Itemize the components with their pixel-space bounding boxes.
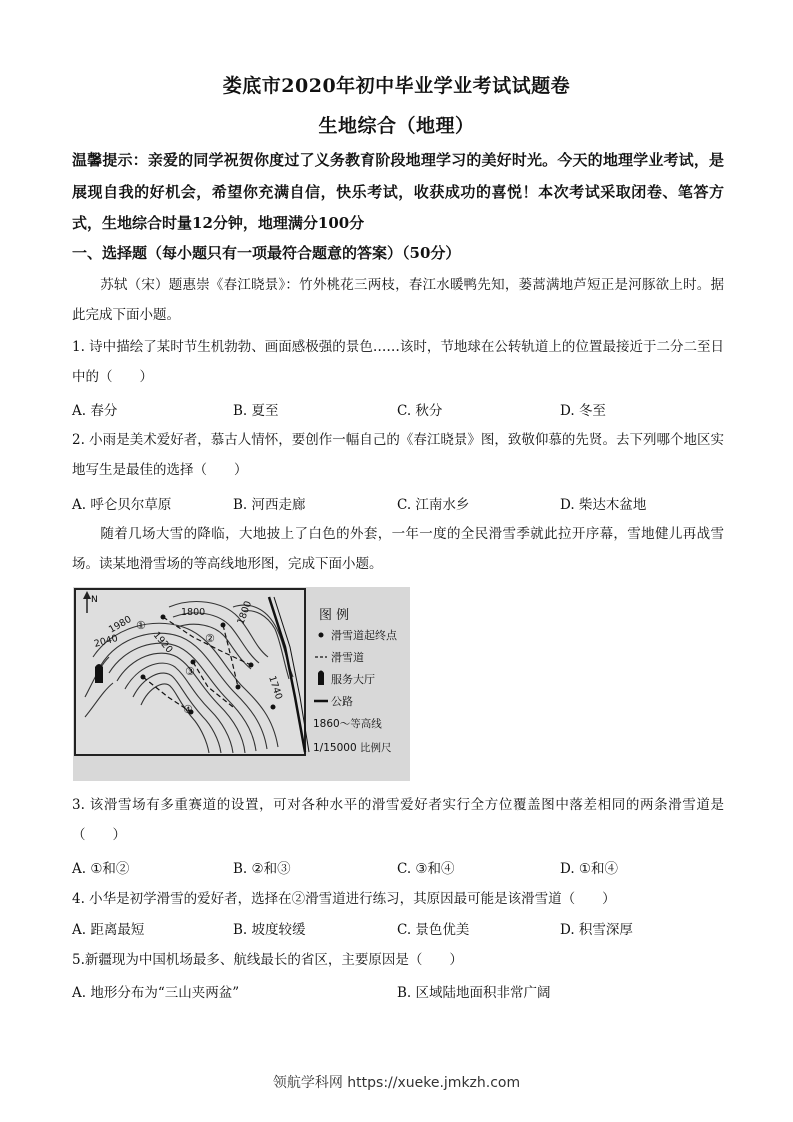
q4-option-c[interactable]: C. 景色优美 <box>397 922 470 938</box>
q2-option-a[interactable]: A. 呼仑贝尔草原 <box>72 497 172 513</box>
question-3-options <box>72 857 724 879</box>
question-5-options <box>72 981 724 1003</box>
question-4-stem: 4. 小华是初学滑雪的爱好者，选择在②滑雪道进行练习，其原因最可能是该滑雪道（ ） <box>72 891 616 907</box>
page-subtitle: 生地综合（地理） <box>318 115 475 137</box>
q5-option-a[interactable]: A. 地形分布为“三山夹两盆” <box>72 985 240 1001</box>
q3-option-d[interactable]: D. ①和④ <box>560 861 619 877</box>
marker-1: ① <box>136 619 146 632</box>
legend-title: 图 例 <box>319 608 350 623</box>
question-5-stem: 5.新疆现为中国机场最多、航线最长的省区，主要原因是（ ） <box>72 952 463 968</box>
marker-3: ③ <box>185 665 195 678</box>
legend-item-4: 公路 <box>331 695 353 708</box>
question-3-stem: 3. 该滑雪场有多重赛道的设置，可对各种水平的滑雪爱好者实行全方位覆盖图中落差相同的两条滑雪道是（ ） <box>72 797 724 843</box>
contour-label-1920: 1920 <box>150 629 175 656</box>
contour-label-1980: 1980 <box>107 613 134 636</box>
q4-option-a[interactable]: A. 距离最短 <box>72 922 145 938</box>
q1-option-d[interactable]: D. 冬至 <box>560 403 606 419</box>
legend-item-5: 1860～等高线 <box>313 718 382 730</box>
question-2-options <box>72 493 724 515</box>
q1-option-a[interactable]: A. 春分 <box>72 403 118 419</box>
marker-4: ④ <box>183 703 193 716</box>
passage-2-text: 随着几场大雪的降临，大地披上了白色的外套，一年一度的全民滑雪季就此拉开序幕，雪地健儿再战雪场。读某地滑雪场的等高线地形图，完成下面小题。 <box>72 526 724 572</box>
legend-item-3: 服务大厅 <box>331 673 375 686</box>
service-hall-icon <box>95 664 103 683</box>
q4-option-b[interactable]: B. 坡度较缓 <box>233 922 306 938</box>
contour-map <box>73 587 410 781</box>
contour-label-1800a: 1800 <box>181 607 206 618</box>
passage-1-text: 苏轼（宋）题惠崇《春江晓景》：竹外桃花三两枝，春江水暖鸭先知，蒌蒿满地芦短正是河豚欲上时。据此完成下面小题。 <box>72 277 724 323</box>
q3-option-b[interactable]: B. ②和③ <box>233 861 291 877</box>
question-2-stem: 2. 小雨是美术爱好者，慕古人情怀，要创作一幅自己的《春江晓景》图，致敬仰慕的先贤。去下列哪个地区实地写生是最佳的选择（ ） <box>72 432 724 478</box>
legend-point-icon <box>319 633 324 638</box>
page-title: 娄底市2020年初中毕业学业考试试题卷 <box>222 75 571 97</box>
q2-option-d[interactable]: D. 柴达木盆地 <box>560 497 647 513</box>
warm-tip: 温馨提示：亲爱的同学祝贺你度过了义务教育阶段地理学习的美好时光。今天的地理学业考试，是展现自我的好机会，希望你充满自信，快乐考试，收获成功的喜悦！本次考试采取闭卷、笔答方式，生地综合时量12分钟，地理满分100分 <box>72 151 724 232</box>
q2-option-b[interactable]: B. 河西走廊 <box>233 497 306 513</box>
legend-hall-icon <box>318 671 324 686</box>
page-footer-watermark: 领航学科网 https://xueke.jmkzh.com <box>272 1075 521 1091</box>
q3-option-c[interactable]: C. ③和④ <box>397 861 455 877</box>
contour-map-graphic <box>73 587 410 781</box>
passage-2 <box>72 519 724 579</box>
question-1-options <box>72 399 724 421</box>
section-heading: 一、选择题（每小题只有一项最符合题意的答案）（50分） <box>72 244 461 262</box>
passage-1 <box>72 270 724 330</box>
q4-option-d[interactable]: D. 积雪深厚 <box>560 922 633 938</box>
q2-option-c[interactable]: C. 江南水乡 <box>397 497 470 513</box>
legend-item-2: 滑雪道 <box>331 651 364 664</box>
q1-option-c[interactable]: C. 秋分 <box>397 403 443 419</box>
q3-option-a[interactable]: A. ①和② <box>72 861 130 877</box>
contour-label-1740: 1740 <box>266 674 285 701</box>
legend-item-6: 1/15000 比例尺 <box>313 742 392 754</box>
question-4-options <box>72 918 724 940</box>
question-1-stem: 1. 诗中描绘了某时节生机勃勃、画面感极强的景色……该时，节地球在公转轨道上的位置最接近于二分二至日中的（ ） <box>72 339 724 385</box>
q1-option-b[interactable]: B. 夏至 <box>233 403 279 419</box>
contour-label-1800b: 1800 <box>235 599 255 627</box>
marker-2: ② <box>205 632 215 645</box>
contour-label-2040: 2040 <box>92 633 120 650</box>
north-label: N <box>91 595 98 605</box>
q5-option-b[interactable]: B. 区域陆地面积非常广阔 <box>397 985 551 1001</box>
legend-item-1: 滑雪道起终点 <box>331 629 397 642</box>
